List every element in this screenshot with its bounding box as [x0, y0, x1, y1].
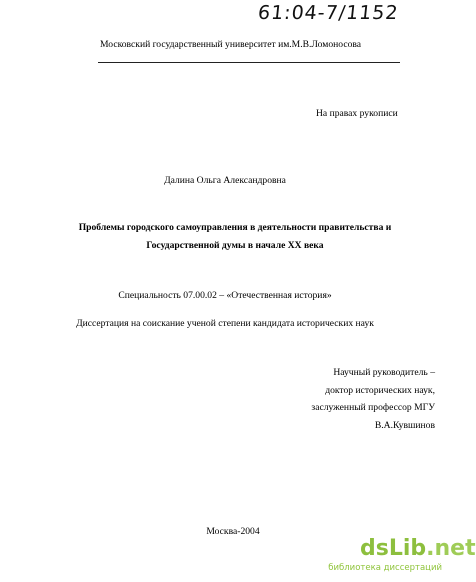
supervisor-line-2: доктор исторических наук, [325, 384, 435, 396]
specialty: Специальность 07.00.02 – «Отечественная история» [118, 290, 332, 301]
supervisor-name: В.А.Кувшинов [374, 419, 435, 431]
title-line-1: Проблемы городского самоуправления в деятельности правительства и [78, 222, 392, 233]
supervisor-line-1: Научный руководитель – [333, 367, 435, 378]
title-line-2: Государственной думы в начале XX века [146, 240, 324, 251]
manuscript-rights: На правах рукописи [316, 108, 398, 119]
logo-suffix: .net [426, 536, 476, 561]
logo-main: dsLib [360, 536, 427, 561]
university-name: Московский государственный университет им.М.В.Ломоносова [100, 39, 362, 50]
supervisor-block [253, 364, 435, 434]
city-year: Москва-2004 [206, 526, 260, 537]
dslib-logo [360, 536, 476, 561]
watermark-caption: библиотека диссертаций [328, 563, 442, 573]
degree-statement: Диссертация на соискание ученой степени кандидата исторических наук [76, 318, 374, 329]
dissertation-title [30, 219, 440, 255]
supervisor-line-3: заслуженный профессор МГУ [311, 402, 435, 413]
author-name: Далина Ольга Александровна [164, 175, 286, 186]
header-divider [98, 62, 400, 63]
archive-code: 61:04-7/1152 [256, 2, 400, 24]
